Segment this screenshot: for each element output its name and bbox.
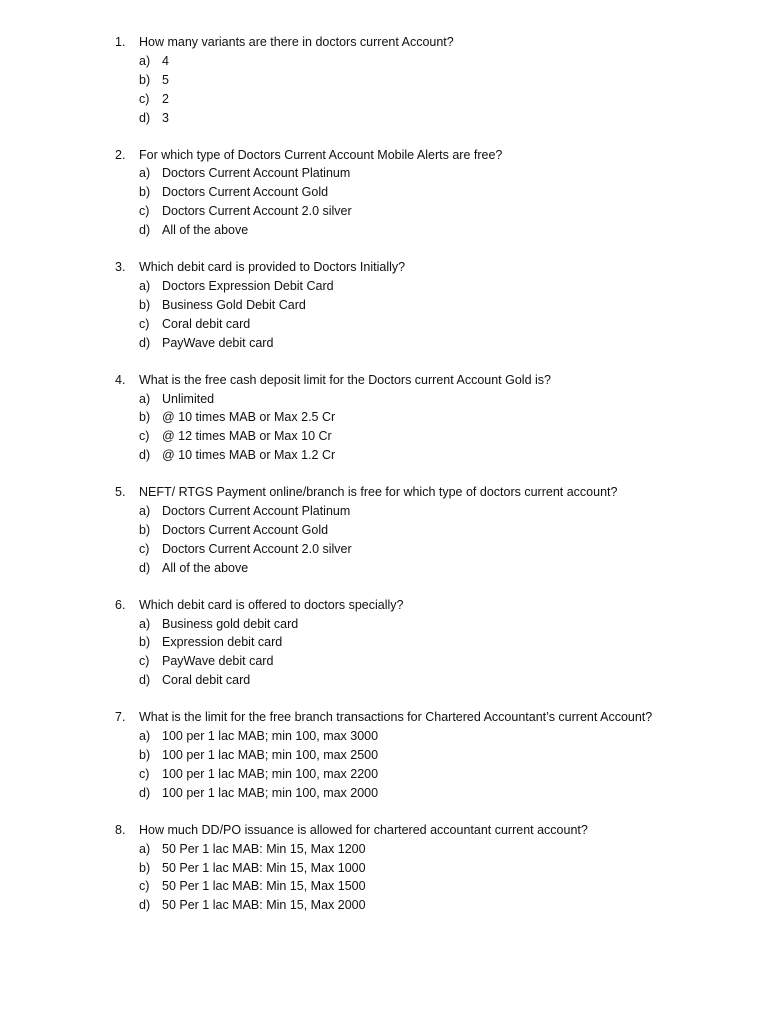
option-letter: d) — [139, 785, 151, 800]
option-text: 50 Per 1 lac MAB: Min 15, Max 1500 — [162, 879, 366, 894]
question-number: 3. — [115, 260, 126, 275]
option-text: 50 Per 1 lac MAB: Min 15, Max 1200 — [162, 841, 366, 856]
option-text: Doctors Current Account Gold — [162, 185, 329, 200]
option-letter: a) — [139, 53, 151, 68]
option-letter: c) — [139, 879, 150, 894]
question-item — [115, 483, 675, 578]
option-letter: c) — [139, 204, 150, 219]
option-text: Coral debit card — [162, 673, 251, 688]
option-item — [139, 315, 675, 334]
question-text: What is the free cash deposit limit for the Doctors current Account Gold is? — [139, 372, 551, 387]
option-text: 50 Per 1 lac MAB: Min 15, Max 1000 — [162, 860, 366, 875]
option-item — [139, 746, 675, 765]
question-row — [115, 371, 675, 390]
option-item — [139, 334, 675, 353]
option-text: All of the above — [162, 223, 249, 238]
question-number: 8. — [115, 822, 126, 837]
question-number: 1. — [115, 35, 126, 49]
question-item — [115, 596, 675, 691]
option-letter: c) — [139, 429, 150, 444]
option-letter: a) — [139, 166, 151, 181]
option-letter: b) — [139, 748, 151, 762]
option-text: Doctors Current Account 2.0 silver — [162, 204, 352, 219]
option-letter: d) — [139, 110, 151, 125]
option-list — [115, 502, 675, 578]
option-item — [139, 427, 675, 446]
option-text: Expression debit card — [162, 635, 283, 650]
option-letter: a) — [139, 729, 151, 744]
option-item — [139, 183, 675, 202]
option-list — [115, 52, 675, 128]
option-text: 100 per 1 lac MAB; min 100, max 2200 — [162, 766, 379, 781]
option-item — [139, 277, 675, 296]
question-row — [115, 708, 675, 727]
option-item — [139, 521, 675, 540]
option-letter: b) — [139, 297, 151, 312]
option-letter: a) — [139, 616, 151, 631]
option-list — [115, 390, 675, 466]
question-text: Which debit card is offered to doctors specially? — [139, 597, 404, 612]
option-letter: b) — [139, 185, 151, 200]
option-text: Coral debit card — [162, 316, 251, 331]
option-text: PayWave debit card — [162, 335, 274, 350]
option-item — [139, 109, 675, 128]
option-item — [139, 71, 675, 90]
option-text: Doctors Expression Debit Card — [162, 278, 334, 293]
option-letter: d) — [139, 673, 151, 688]
option-text: Doctors Current Account Platinum — [162, 504, 351, 519]
option-text: 50 Per 1 lac MAB: Min 15, Max 2000 — [162, 898, 366, 913]
question-row — [115, 596, 675, 615]
option-text: 2 — [162, 91, 169, 106]
option-text: All of the above — [162, 560, 249, 575]
option-letter: c) — [139, 91, 150, 106]
option-text: @ 10 times MAB or Max 1.2 Cr — [162, 448, 336, 463]
option-letter: b) — [139, 72, 151, 87]
question-text: For which type of Doctors Current Account Mobile Alerts are free? — [139, 147, 503, 162]
option-item — [139, 840, 675, 859]
option-item — [139, 164, 675, 183]
question-row — [115, 821, 675, 840]
option-list — [115, 615, 675, 691]
option-text: Business Gold Debit Card — [162, 297, 306, 312]
option-item — [139, 633, 675, 652]
option-text: PayWave debit card — [162, 654, 274, 669]
question-text: Which debit card is provided to Doctors Initially? — [139, 260, 406, 275]
option-text: Doctors Current Account Platinum — [162, 166, 351, 181]
question-item — [115, 708, 675, 803]
question-item — [115, 258, 675, 353]
option-text: 100 per 1 lac MAB; min 100, max 3000 — [162, 729, 379, 744]
option-item — [139, 390, 675, 409]
option-letter: d) — [139, 898, 151, 913]
question-number: 6. — [115, 597, 126, 612]
option-list — [115, 164, 675, 240]
option-text: 3 — [162, 110, 169, 125]
question-row — [115, 483, 675, 502]
question-number: 7. — [115, 710, 126, 725]
question-item — [115, 371, 675, 466]
option-item — [139, 765, 675, 784]
option-item — [139, 90, 675, 109]
option-letter: b) — [139, 635, 151, 650]
question-number: 4. — [115, 372, 126, 387]
option-item — [139, 52, 675, 71]
option-letter: c) — [139, 766, 150, 781]
option-item — [139, 727, 675, 746]
option-item — [139, 502, 675, 521]
option-letter: d) — [139, 560, 151, 575]
question-item — [115, 33, 675, 128]
option-item — [139, 296, 675, 315]
question-text: NEFT/ RTGS Payment online/branch is free for which type of doctors current account? — [139, 485, 618, 500]
question-list — [115, 33, 675, 933]
option-text: @ 10 times MAB or Max 2.5 Cr — [162, 410, 336, 425]
option-text: Unlimited — [162, 391, 215, 406]
option-item — [139, 896, 675, 915]
question-text: What is the limit for the free branch transactions for Chartered Accountant’s current Account? — [139, 710, 653, 725]
question-row — [115, 33, 675, 52]
option-text: Doctors Current Account 2.0 silver — [162, 541, 352, 556]
option-item — [139, 615, 675, 634]
option-letter: a) — [139, 504, 151, 519]
question-number: 5. — [115, 485, 126, 500]
option-list — [115, 727, 675, 803]
option-item — [139, 877, 675, 896]
option-letter: d) — [139, 448, 151, 463]
option-text: 100 per 1 lac MAB; min 100, max 2500 — [162, 748, 379, 762]
option-item — [139, 202, 675, 221]
question-text: How much DD/PO issuance is allowed for chartered accountant current account? — [139, 822, 588, 837]
option-letter: d) — [139, 223, 151, 238]
question-item — [115, 146, 675, 241]
question-text: How many variants are there in doctors current Account? — [139, 35, 454, 49]
option-item — [139, 671, 675, 690]
option-text: 5 — [162, 72, 169, 87]
option-text: Business gold debit card — [162, 616, 299, 631]
option-letter: b) — [139, 522, 151, 537]
option-letter: d) — [139, 335, 151, 350]
option-item — [139, 559, 675, 578]
question-row — [115, 146, 675, 165]
option-letter: a) — [139, 391, 151, 406]
option-letter: c) — [139, 654, 150, 669]
question-row — [115, 258, 675, 277]
question-number: 2. — [115, 147, 126, 162]
option-letter: c) — [139, 316, 150, 331]
option-text: Doctors Current Account Gold — [162, 522, 329, 537]
option-item — [139, 859, 675, 878]
option-letter: c) — [139, 541, 150, 556]
option-letter: b) — [139, 410, 151, 425]
question-item — [115, 821, 675, 916]
option-letter: a) — [139, 278, 151, 293]
option-item — [139, 221, 675, 240]
option-item — [139, 652, 675, 671]
option-item — [139, 446, 675, 465]
option-text: 100 per 1 lac MAB; min 100, max 2000 — [162, 785, 379, 800]
option-item — [139, 540, 675, 559]
option-letter: a) — [139, 841, 151, 856]
option-letter: b) — [139, 860, 151, 875]
option-list — [115, 840, 675, 916]
option-list — [115, 277, 675, 353]
option-item — [139, 408, 675, 427]
option-item — [139, 784, 675, 803]
option-text: @ 12 times MAB or Max 10 Cr — [162, 429, 332, 444]
option-text: 4 — [162, 53, 169, 68]
